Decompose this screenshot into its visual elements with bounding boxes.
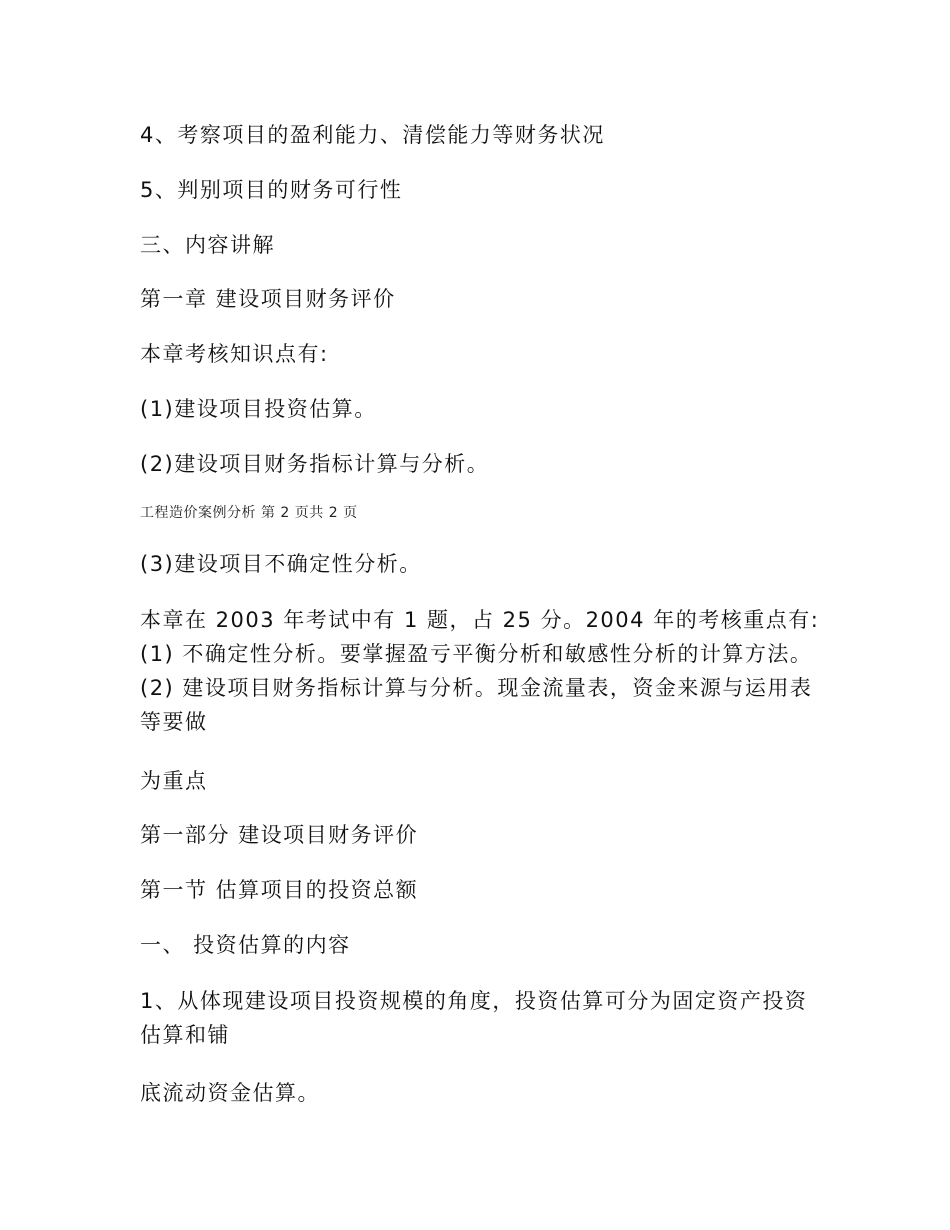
investment-estimate-paragraph: 1、从体现建设项目投资规模的角度，投资估算可分为固定资产投资估算和铺	[140, 989, 808, 1047]
paragraph-item-5: 5、判别项目的财务可行性	[140, 178, 403, 202]
investment-estimate-continuation: 底流动资金估算。	[140, 1081, 320, 1105]
focus-continuation: 为重点	[140, 769, 208, 793]
chapter-heading: 第一章 建设项目财务评价	[140, 287, 396, 311]
part-heading: 第一部分 建设项目财务评价	[140, 823, 419, 847]
knowledge-point-3: (3)建设项目不确定性分析。	[140, 552, 422, 576]
section-heading: 第一节 估算项目的投资总额	[140, 878, 419, 902]
exam-focus-paragraph: 本章在 2003 年考试中有 1 题，占 25 分。2004 年的考核重点有: (1) 不确定性分析。要掌握盈亏平衡分析和敏感性分析的计算方法。 (2) 建设项目财务指标计算与分析。现金流量表，资金来源与运用表等要做	[140, 608, 820, 734]
knowledge-point-1: (1)建设项目投资估算。	[140, 397, 377, 421]
page-footer: 工程造价案例分析 第 2 页共 2 页	[140, 505, 358, 521]
subsection-heading: 一、 投资估算的内容	[140, 933, 351, 957]
paragraph-item-4: 4、考察项目的盈利能力、清偿能力等财务状况	[140, 123, 605, 147]
section-heading-content: 三、内容讲解	[140, 233, 275, 257]
knowledge-points-intro: 本章考核知识点有:	[140, 342, 329, 366]
knowledge-point-2: (2)建设项目财务指标计算与分析。	[140, 452, 490, 476]
